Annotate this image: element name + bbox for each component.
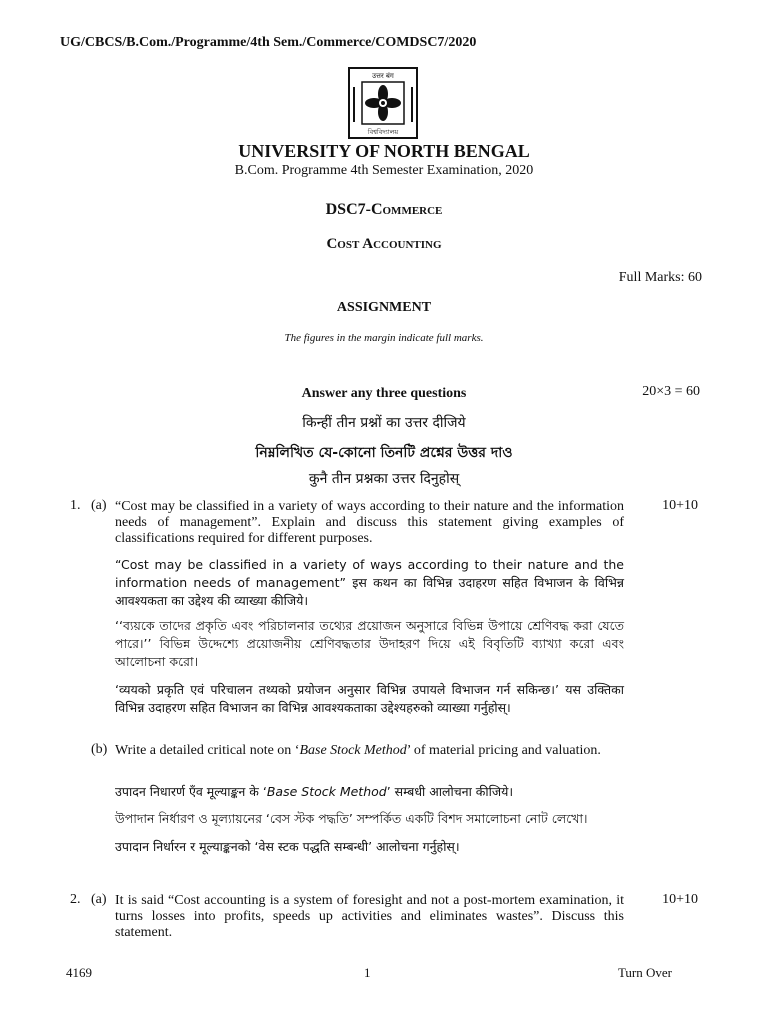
question-marks: 10+10	[662, 498, 698, 513]
part-label: (b)	[91, 742, 108, 757]
svg-text:বিশ্ববিদ্যালয়: বিশ্ববিদ্যালয়	[367, 128, 399, 136]
footer-code: 4169	[66, 965, 92, 980]
instruction-hindi: किन्हीं तीन प्रश्नों का उत्तर दीजिये	[302, 415, 466, 431]
course-code: UG/CBCS/B.Com./Programme/4th Sem./Commerce/COMDSC7/2020	[60, 35, 477, 50]
full-marks: Full Marks: 60	[618, 270, 702, 285]
text-segment: Write a detailed critical note on ‘	[115, 743, 300, 758]
instruction-nepali: कुनै तीन प्रश्नका उत्तर दिनुहोस्	[308, 471, 460, 487]
instruction-bengali: নিম্নলিখিত যে-কোনো তিনটি প্রশ্নের উত্তর দাও	[255, 445, 513, 461]
exam-title: B.Com. Programme 4th Semester Examination, 2020	[234, 163, 534, 178]
italic-term: Base Stock Method	[266, 784, 387, 799]
university-name: UNIVERSITY OF NORTH BENGAL	[238, 141, 530, 161]
question-text-nepali: ‘व्ययको प्रकृति एवं परिचालन तथ्यको प्रयोजन अनुसार विभिन्न उपायले विभाजन गर्न सकिन्छ।’ यस उक्तिका विभिन्न उदाहरण सहित विभाजन का विभिन्न आवश्यकताका उद्देश्यहरुको व्याख्या गर्नुहोस्।	[115, 682, 624, 715]
question-text-bengali: উপাদান নির্ধারণ ও মূল্যায়নের ‘বেস স্টক পদ্ধতি’ সম্পর্কিত একটি বিশদ সমালোচনা নোট লেখো।	[115, 811, 588, 826]
part-label: (a)	[91, 498, 107, 513]
text-segment: ’ of material pricing and valuation.	[406, 743, 601, 758]
margin-note: The figures in the margin indicate full marks.	[284, 332, 484, 344]
assignment-heading: ASSIGNMENT	[336, 300, 432, 315]
italic-term: Base Stock Method	[299, 743, 407, 758]
question-text-english	[115, 743, 624, 759]
instruction-marks: 20×3 = 60	[642, 384, 700, 399]
text-segment: उपादन निधारर्ण एँव मूल्याङ्कन के ‘	[115, 784, 267, 799]
question-text-nepali: उपादान निर्धारन र मूल्याङ्कनको ‘वेस स्टक पद्धति सम्बन्धी’ आलोचना गर्नुहोस्।	[115, 839, 460, 854]
question-text-english: It is said “Cost accounting is a system of foresight and not a post-mortem examination, it turns losses into profits, speeds up activities and eliminates wastes”. Discuss this statement.	[115, 893, 624, 940]
question-text-hindi	[115, 783, 624, 801]
question-number: 2.	[70, 892, 81, 907]
question-number: 1.	[70, 498, 81, 513]
page-number: 1	[364, 965, 371, 980]
question-marks: 10+10	[662, 892, 698, 907]
turn-over: Turn Over	[617, 965, 672, 980]
instruction-english: Answer any three questions	[301, 386, 467, 401]
question-text-bengali: ‘‘ব্যয়কে তাদের প্রকৃতি এবং পরিচালনার তথ্যের প্রয়োজন অনুসারে বিভিন্ন উপায়ে শ্রেণিবদ্ধ করা যেতে পারে।’’ বিভিন্ন উদ্দেশ্যে প্রয়োজনীয় শ্রেণিবদ্ধতার উদাহরণ দিয়ে এই বিবৃতিটি ব্যাখ্যা করো এবং আলোচনা করো।	[115, 618, 624, 669]
part-label: (a)	[91, 892, 107, 907]
university-seal-logo	[348, 67, 418, 139]
question-text-hindi: “Cost may be classified in a variety of ways according to their nature and the information needs of management” इस कथन का विभिन्न उदाहरण सहित विभाजन के विभिन्न आवश्यकता का उद्देश्य की व्याख्या कीजिये।	[115, 557, 624, 608]
subject-title: Cost Accounting	[326, 236, 442, 252]
paper-title: DSC7-Commerce	[325, 201, 443, 218]
text-segment: ’ सम्बधी आलोचना कीजिये।	[386, 784, 514, 799]
svg-text:उत्तर बंग: उत्तर बंग	[372, 72, 394, 80]
question-text-english: “Cost may be classified in a variety of ways according to their nature and the information needs of management”. Explain and discuss this statement giving examples of classifications required for different purposes.	[115, 499, 624, 546]
